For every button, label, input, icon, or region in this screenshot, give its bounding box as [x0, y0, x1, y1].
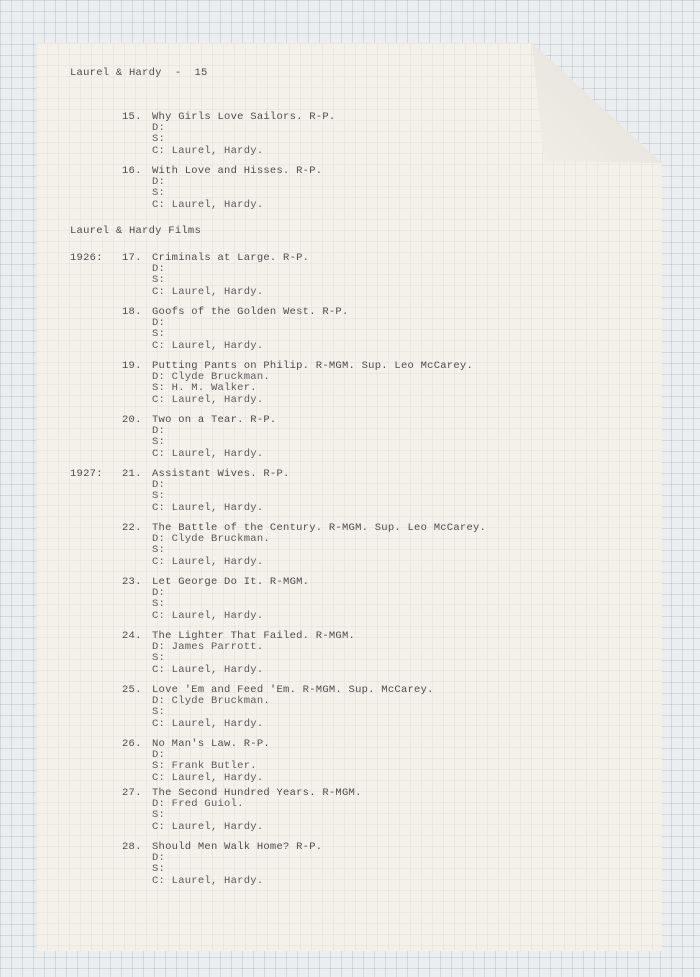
story-line: S:	[152, 706, 166, 719]
section-heading: Laurel & Hardy Films	[70, 225, 202, 237]
director-line: D: Clyde Bruckman.	[152, 533, 270, 546]
story-line: S:	[152, 436, 166, 449]
director-line: D:	[152, 425, 166, 438]
film-title: No Man's Law. R-P.	[152, 738, 270, 750]
director-line: D:	[152, 122, 166, 135]
film-title: The Lighter That Failed. R-MGM.	[152, 630, 356, 642]
film-title: Criminals at Large. R-P.	[152, 252, 310, 264]
entry-number: 25.	[122, 684, 142, 696]
page-header: Laurel & Hardy - 15	[70, 67, 208, 79]
director-line: D: Fred Guiol.	[152, 798, 244, 811]
cast-line: C: Laurel, Hardy.	[152, 144, 264, 157]
director-line: D:	[152, 852, 166, 865]
entry-number: 26.	[122, 738, 142, 750]
film-title: Two on a Tear. R-P.	[152, 414, 277, 426]
cast-line: C: Laurel, Hardy.	[152, 771, 264, 784]
entry-number: 21.	[122, 468, 142, 480]
cast-line: C: Laurel, Hardy.	[152, 198, 264, 211]
cast-line: C: Laurel, Hardy.	[152, 339, 264, 352]
film-title: Why Girls Love Sailors. R-P.	[152, 111, 336, 123]
entry-number: 17.	[122, 252, 142, 264]
cast-line: C: Laurel, Hardy.	[152, 820, 264, 833]
cast-line: C: Laurel, Hardy.	[152, 555, 264, 568]
film-title: Should Men Walk Home? R-P.	[152, 841, 323, 853]
director-line: D:	[152, 479, 166, 492]
film-title: The Battle of the Century. R-MGM. Sup. Leo McCarey.	[152, 522, 487, 534]
cast-line: C: Laurel, Hardy.	[152, 874, 264, 887]
year-label: 1926:	[70, 252, 103, 264]
director-line: D:	[152, 587, 166, 600]
entry-number: 16.	[122, 165, 142, 177]
cast-line: C: Laurel, Hardy.	[152, 663, 264, 676]
story-line: S:	[152, 187, 166, 200]
story-line: S:	[152, 328, 166, 341]
story-line: S:	[152, 133, 166, 146]
director-line: D:	[152, 317, 166, 330]
cast-line: C: Laurel, Hardy.	[152, 717, 264, 730]
director-line: D:	[152, 176, 166, 189]
entry-number: 19.	[122, 360, 142, 372]
story-line: S:	[152, 863, 166, 876]
story-line: S:	[152, 809, 166, 822]
film-title: The Second Hundred Years. R-MGM.	[152, 787, 362, 799]
story-line: S:	[152, 274, 166, 287]
film-title: Let George Do It. R-MGM.	[152, 576, 310, 588]
director-line: D: Clyde Bruckman.	[152, 695, 270, 708]
cast-line: C: Laurel, Hardy.	[152, 609, 264, 622]
entry-number: 24.	[122, 630, 142, 642]
entry-number: 28.	[122, 841, 142, 853]
year-label: 1927:	[70, 468, 103, 480]
director-line: D: Clyde Bruckman.	[152, 371, 270, 384]
story-line: S:	[152, 598, 166, 611]
cast-line: C: Laurel, Hardy.	[152, 501, 264, 514]
entry-number: 20.	[122, 414, 142, 426]
entry-number: 18.	[122, 306, 142, 318]
story-line: S:	[152, 652, 166, 665]
story-line: S: Frank Butler.	[152, 760, 257, 773]
entry-number: 22.	[122, 522, 142, 534]
entry-number: 27.	[122, 787, 142, 799]
director-line: D:	[152, 749, 166, 762]
cast-line: C: Laurel, Hardy.	[152, 447, 264, 460]
story-line: S:	[152, 544, 166, 557]
cast-line: C: Laurel, Hardy.	[152, 285, 264, 298]
film-title: Love 'Em and Feed 'Em. R-MGM. Sup. McCarey.	[152, 684, 434, 696]
film-title: Assistant Wives. R-P.	[152, 468, 290, 480]
entry-number: 15.	[122, 111, 142, 123]
film-title: Putting Pants on Philip. R-MGM. Sup. Leo McCarey.	[152, 360, 474, 372]
film-title: With Love and Hisses. R-P.	[152, 165, 323, 177]
entry-number: 23.	[122, 576, 142, 588]
story-line: S:	[152, 490, 166, 503]
director-line: D: James Parrott.	[152, 641, 264, 654]
story-line: S: H. M. Walker.	[152, 382, 257, 395]
film-title: Goofs of the Golden West. R-P.	[152, 306, 349, 318]
cast-line: C: Laurel, Hardy.	[152, 393, 264, 406]
director-line: D:	[152, 263, 166, 276]
